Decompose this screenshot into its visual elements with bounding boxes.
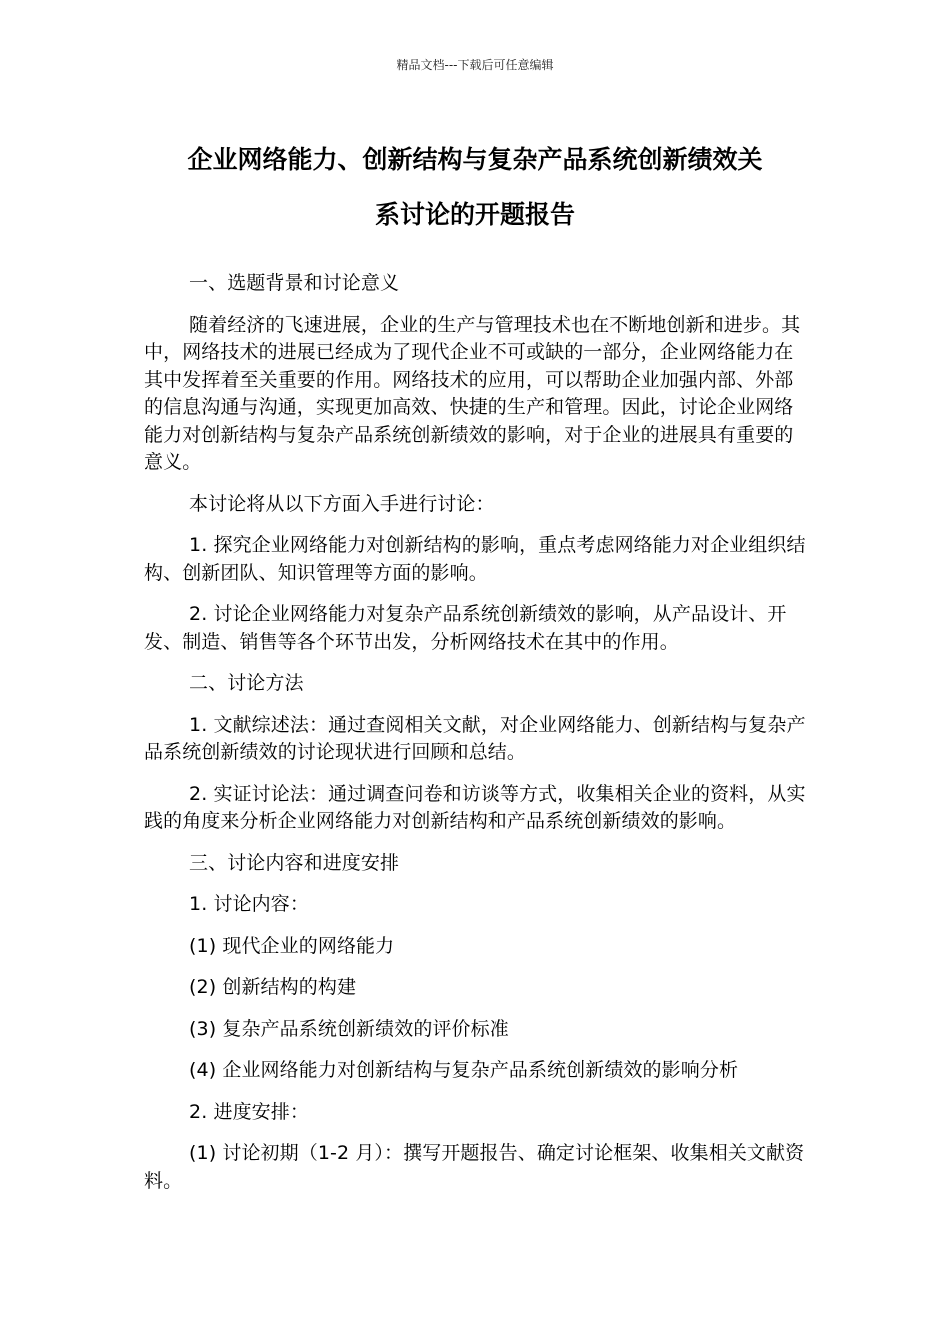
- list-item-content-3: (3) 复杂产品系统创新绩效的评价标准: [189, 1017, 509, 1040]
- list-item-content-1: (1) 现代企业的网络能力: [189, 934, 395, 957]
- list-item-content-2: (2) 创新结构的构建: [189, 976, 357, 998]
- section-heading-methods: 二、讨论方法: [189, 672, 304, 694]
- section-heading-background: 一、选题背景和讨论意义: [189, 272, 400, 294]
- paragraph-background: 随着经济的飞速进展，企业的生产与管理技术也在不断地创新和进步。其中，网络技术的进展已经成为了现代企业不可或缺的一部分，企业网络能力在其中发挥着至关重要的作用。网络技术的应用，可以帮助企业加强内部、外部的信息沟通与沟通，实现更加高效、快捷的生产和管理。因此，讨论企业网络能力对创新结构与复杂产品系统创新绩效的影响，对于企业的进展具有重要的意义。: [144, 313, 801, 473]
- subheading-content: 1. 讨论内容：: [189, 893, 309, 915]
- section-heading-content: 三、讨论内容和进度安排: [189, 851, 400, 874]
- list-item-schedule-1: (1) 讨论初期（1-2 月）：撰写开题报告、确定讨论框架、收集相关文献资料。: [144, 1142, 805, 1192]
- list-item-content-4: (4) 企业网络能力对创新结构与复杂产品系统创新绩效的影响分析: [189, 1059, 739, 1081]
- list-item-aim-2: 2. 讨论企业网络能力对复杂产品系统创新绩效的影响，从产品设计、开发、制造、销售等各个环节出发，分析网络技术在其中的作用。: [144, 603, 787, 653]
- header-note: 精品文档---下载后可任意编辑: [396, 58, 554, 72]
- list-item-aim-1: 1. 探究企业网络能力对创新结构的影响，重点考虑网络能力对企业组织结构、创新团队、知识管理等方面的影响。: [144, 534, 806, 584]
- document-body: [144, 270, 812, 1209]
- list-item-method-2: 2. 实证讨论法：通过调查问卷和访谈等方式，收集相关企业的资料，从实践的角度来分析企业网络能力对创新结构和产品系统创新绩效的影响。: [144, 782, 806, 832]
- subheading-schedule: 2. 进度安排：: [189, 1100, 309, 1123]
- paragraph-intro: 本讨论将从以下方面入手进行讨论：: [189, 492, 495, 515]
- title-line-1: 企业网络能力、创新结构与复杂产品系统创新绩效关: [187, 145, 763, 174]
- title-line-2: 系讨论的开题报告: [374, 200, 575, 229]
- document-title: [140, 132, 810, 242]
- list-item-method-1: 1. 文献综述法：通过查阅相关文献，对企业网络能力、创新结构与复杂产品系统创新绩效的讨论现状进行回顾和总结。: [144, 713, 806, 763]
